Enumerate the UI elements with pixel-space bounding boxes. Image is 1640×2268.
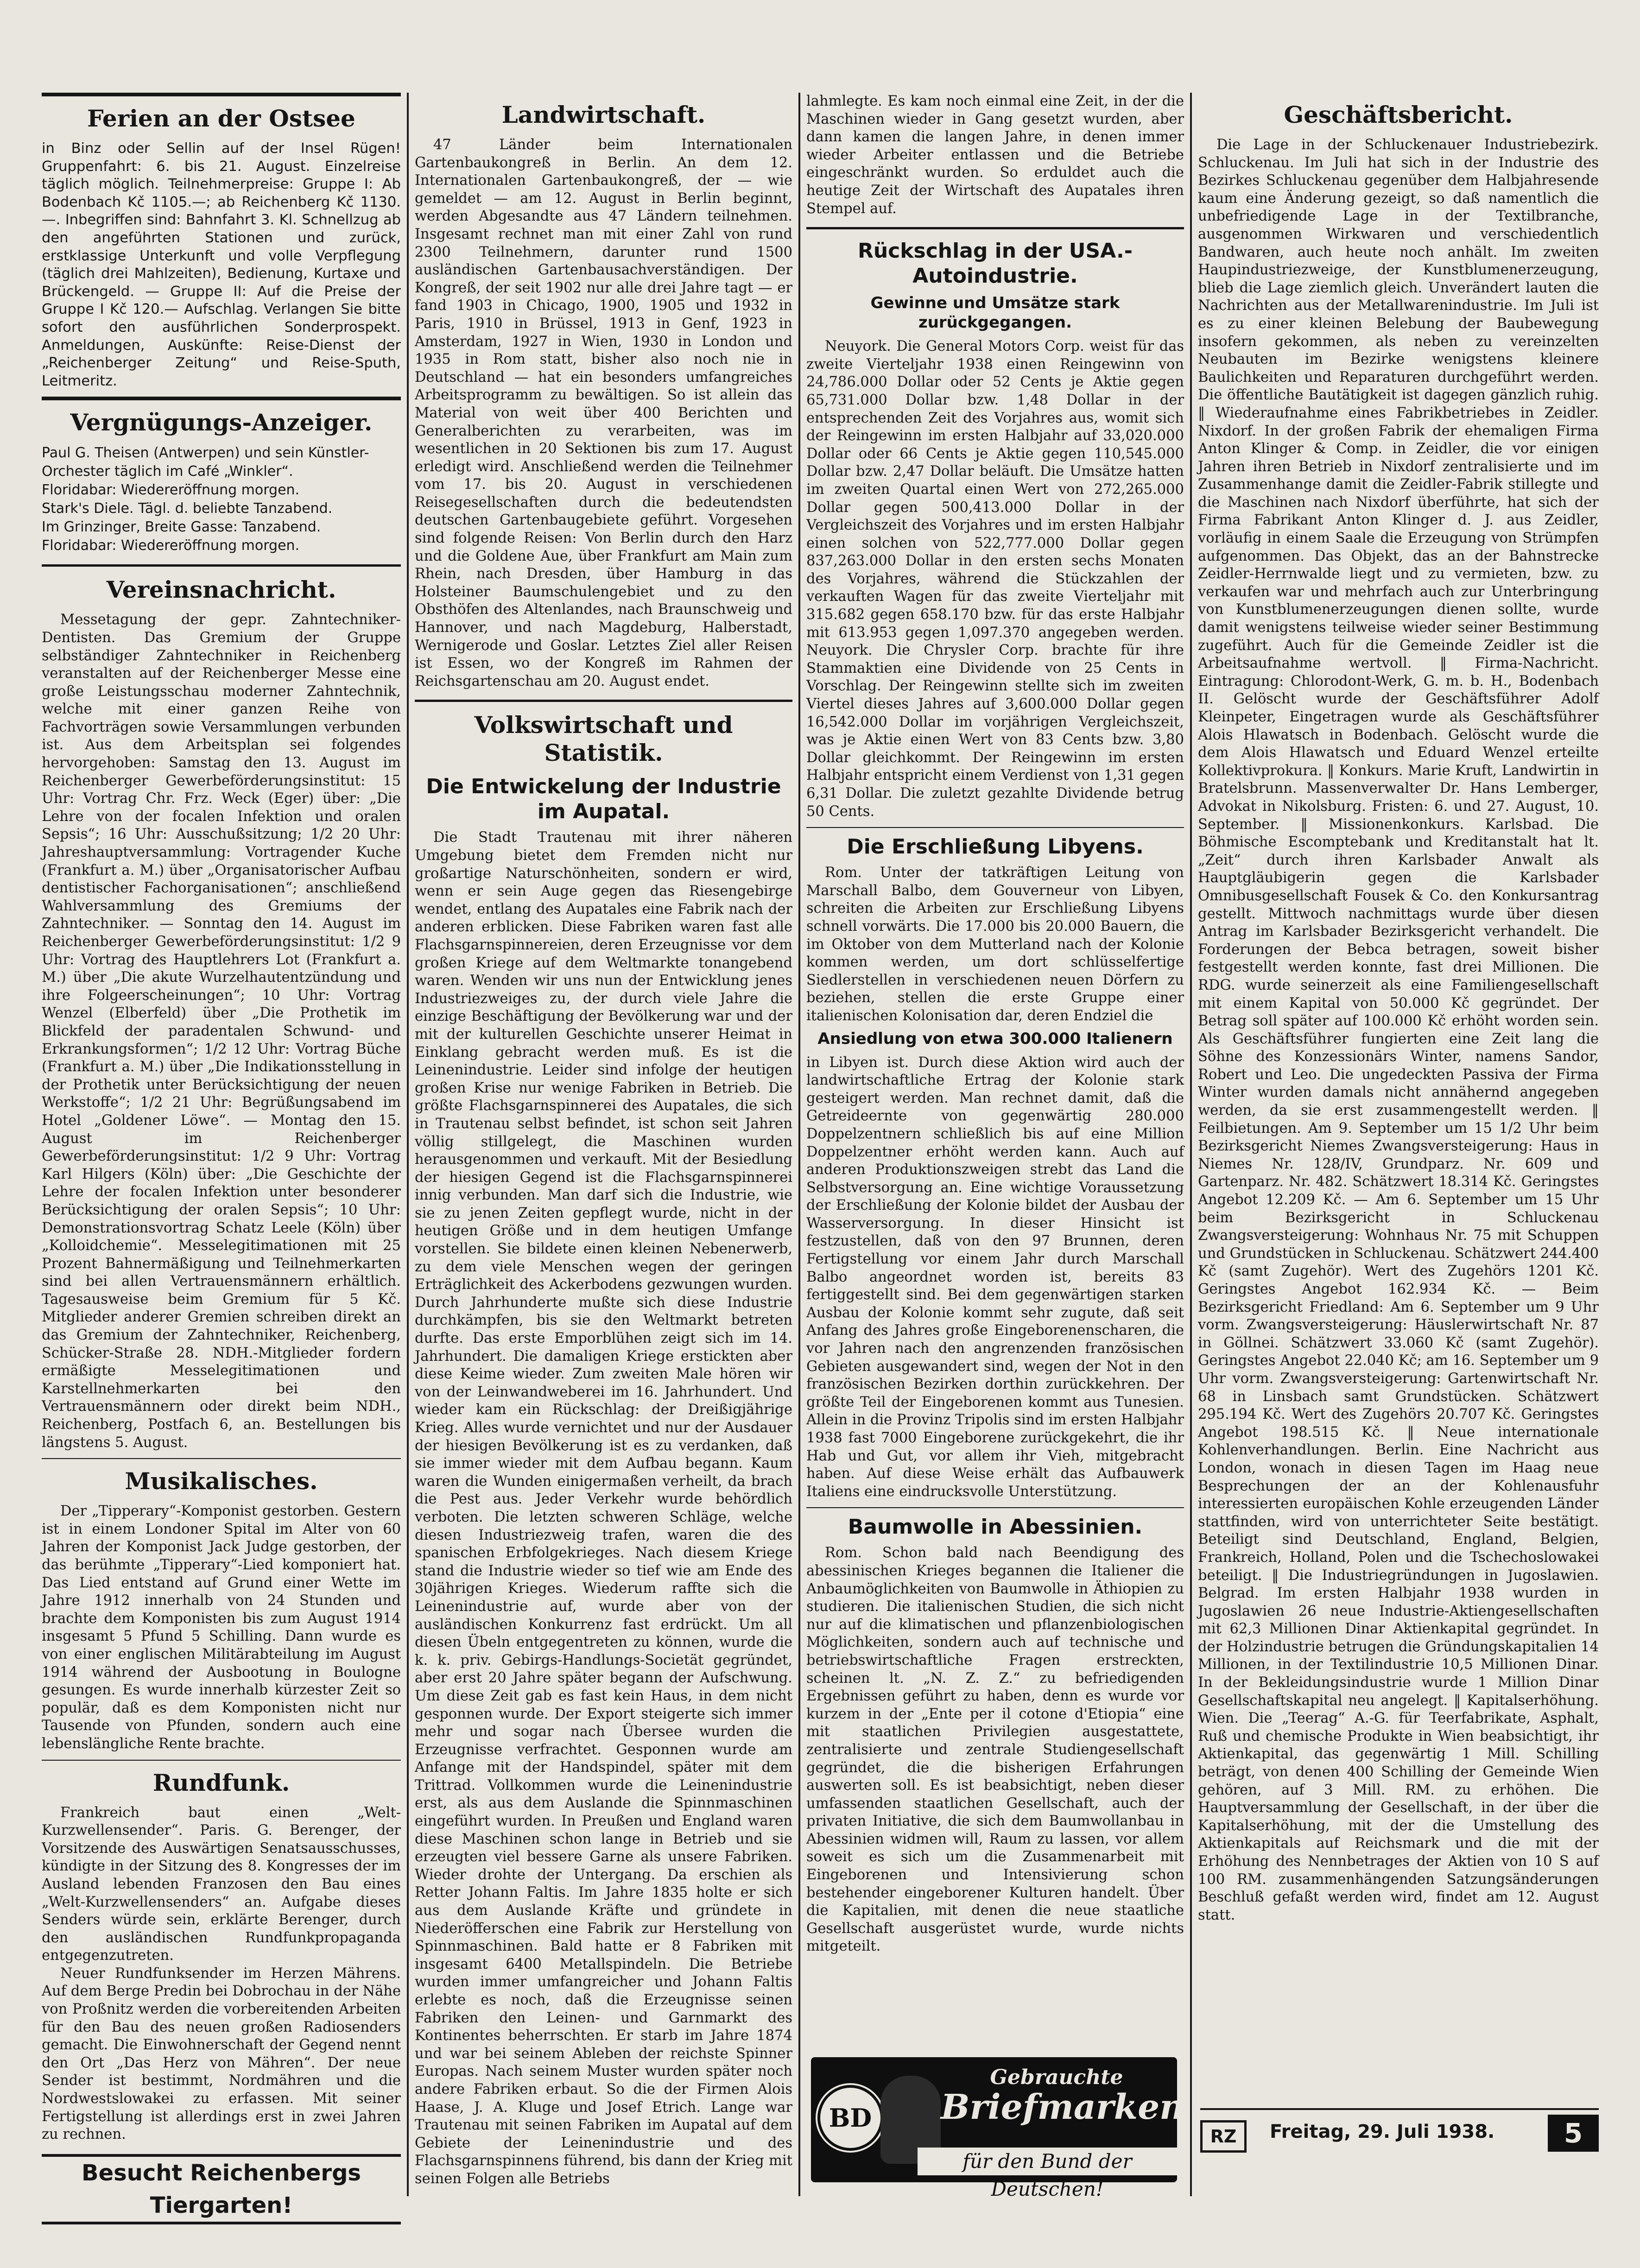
verein-title: Vereinsnachricht. <box>106 576 336 604</box>
column-4 <box>1198 93 1599 2099</box>
briefmarken-ad <box>811 2057 1184 2200</box>
divider <box>806 827 1184 828</box>
column-rule <box>798 93 800 2196</box>
column-rule <box>1190 93 1192 2196</box>
libyen-text-1: Rom. Unter der tatkräftigen Leitung von Marschall Balbo, dem Gouverneur von Libyen, schreiten die Arbeiten zur Erschließung Libyens schnell vorwärts. Die 17.000 bis 20.000 Bauern, die im Oktober von dem Mutterland nach der Kolonie kommen werden, um dort schlüsselfertige Siedlerstellen in verschiedenen neuen Dörfern zu beziehen, stellen die erste Gruppe einer italienischen Kolonisation dar, deren Endziel die <box>806 865 1184 1024</box>
libyen-text-2: in Libyen ist. Durch diese Aktion wird auch der landwirtschaftliche Ertrag der Kolonie stark gesteigert werden. Man rechnet damit, daß die Getreideernte von gegenwärtig 280.000 Doppelzentnern schließlich bis auf eine Million Doppelzentner erhöht werden kann. Auch auf anderen Produktionszweigen strebt das Land die Selbstversorgung an. Eine wichtige Voraussetzung der Erschließung der Kolonie bildet der Ausbau der Wasserversorgung. In dieser Hinsicht ist festzustellen, daß von den 97 Brunnen, deren Fertigstellung vor einem Jahr durch Marschall Balbo angeordnet worden ist, bereits 83 fertiggestellt sind. Bei dem gegenwärtigen starken Ausbau der Kolonie kommt sehr zugute, daß seit Anfang des Jahres große Eingeborenenscharen, die vor Jahren nach den angrenzenden französischen Gebieten ausgewandert sind, wegen der Not in den französischen Bezirken dorthin zurückkehren. Der größte Teil der Eingeborenen kommt aus Tunesien. Allein in die Provinz Tripolis sind im ersten Halbjahr 1938 fast 7000 Eingeborene zurückgekehrt, die ihr Hab und Gut, vor allem ihr Vieh, mitgebracht haben. Auf diese Weise erhält das Aufbauwerk Italiens eine eindrucksvolle Unterstützung. <box>806 1054 1184 1500</box>
ferien-ad <box>42 93 401 400</box>
verein-text: Messetagung der gepr. Zahntechniker-Dentisten. Das Gremium der Gruppe selbständiger Zahntechniker in Reichenberg veranstalten auf der Reichenberger Messe eine große Leistungsschau moderner Zahntechnik, welche mit einer ganzen Reihe von Fachvorträgen sowie Versammlungen verbunden ist. Aus dem Arbeitsplan sei folgendes hervorgehoben: Samstag den 13. August im Reichenberger Gewerbeförderungsinstitut: 15 Uhr: Vortrag Chr. Frz. Weck (Eger) über: „Die Lehre von der focalen Infektion und oralen Sepsis“; 16 Uhr: Ausschußsitzung; 1/2 20 Uhr: Jahreshauptversammlung: Vortragender Kuche (Frankfurt a. M.) über „Organisatorischer Aufbau dentistischer Fachorganisationen“; anschließend Wahlversammlung des Gremiums der Zahntechniker. — Sonntag den 14. August im Reichenberger Gewerbeförderungsinstitut: 1/2 9 Uhr: Vortrag des Hauptlehrers Lot (Frankfurt a. M.) über „Die akute Wurzelhautentzündung und ihre Folgeerscheinungen“; 10 Uhr: Vortrag Wenzel (Elberfeld) über „Die Prothetik im Blickfeld der paradentalen Schwund- und Erkrankungsformen“; 1/2 12 Uhr: Vortrag Büche (Frankfurt a. M.) über „Die Indikationsstellung in der Prothetik unter Berücksichtigung der neuen Werkstoffe“; 1/2 21 Uhr: Begrüßungsabend im Hotel „Goldener Löwe“. — Montag den 15. August im Reichenberger Gewerbeförderungsinstitut: 1/2 9 Uhr: Vortrag Karl Hilgers (Köln) über: „Die Geschichte der Lehre der focalen Infektion unter besonderer Berücksichtigung der oralen Sepsis“; 10 Uhr: Demonstrationsvortrag Schatz Leele (Köln) über „Kolloidchemie“. Messelegitimationen mit 25 Prozent Bahnermäßigung und Teilnehmerkarten sind bei allen Vertrauensmännern erhältlich. Tagesausweise beim Gremium für 5 Kč. Mitglieder anderer Gremien schreiben direkt an das Gremium der Zahntechniker, Reichenberg, Schücker-Straße 28. NDH.-Mitglieder fordern ermäßigte Messelegitimationen und Karstellnehmerkarten bei den Vertrauensmännern oder direkt beim NDH., Reichenberg, Postfach 6, an. Bestellungen bis längstens 5. August. <box>42 612 401 1451</box>
column-3 <box>806 93 1184 2141</box>
divider <box>806 227 1184 229</box>
landwirtschaft-text: 47 Länder beim Internationalen Gartenbaukongreß in Berlin. An dem 12. Internationalen Gartenbaukongreß, der — wie gemeldet — am 12. August in Berlin beginnt, werden Abgesandte aus 47 Ländern teilnehmen. Insgesamt rechnet man mit einer Zahl von rund 2300 Teilnehmern, darunter rund 1500 ausländischen Gartenbausachverständigen. Der Kongreß, der seit 1902 nur alle drei Jahre tagt — er fand 1903 in Chicago, 1900, 1905 und 1932 in Paris, 1910 in Brüssel, 1913 in Genf, 1923 in Amsterdam, 1927 in Wien, 1930 in London und 1935 in Rom statt, bisher also noch nie in Deutschland — hat ein besonders umfangreiches Arbeitsprogramm zu bewältigen. So ist allein das Material von weit über 400 Berichten und Generalberichten zu verarbeiten, was im wesentlichen in 20 Sektionen bis zum 17. August erledigt wird. Anschließend werden die Teilnehmer vom 17. bis 20. August in verschiedenen Reisegesellschaften durch die bedeutendsten deutschen Gartenbaugebiete geführt. Vorgesehen sind folgende Reisen: Von Berlin durch den Harz und die Goldene Aue, über Frankfurt am Main zum Rhein, nach Dresden, über Hamburg in das Holsteiner Baumschulengebiet und zu den Obsthöfen des Altenlandes, nach Braunschweig und Hannover, und nach Magdeburg, Halberstadt, Wernigerode und Goslar. Letztes Ziel aller Reisen ist Essen, wo der Kongreß im Rahmen der Reichsgartenschau am 20. August endet. <box>415 137 792 689</box>
bd-logo: BD <box>817 2085 883 2151</box>
geschaeftsbericht-title: Geschäftsbericht. <box>1284 101 1513 128</box>
vergnuegung-line: Paul G. Theisen (Antwerpen) und sein Künstler-Orchester täglich im Café „Winkler“. <box>42 445 369 480</box>
page-footer <box>1200 2108 1599 2152</box>
aupatal-continuation: lahmlegte. Es kam noch einmal eine Zeit, in der die Maschinen wieder in Gang gesetzt wurden, aber dann kamen die langen Jahre, in denen immer wieder Arbeiter entlassen und die Betriebe eingeschränkt wurden. So erduldet auch die heutige Zeit der Wirtschaft des Aupatales ihren Stempel auf. <box>806 93 1184 217</box>
usa-text: Neuyork. Die General Motors Corp. weist für das zweite Vierteljahr 1938 einen Reingewinn von 24,786.000 Dollar oder 52 Cents je Aktie gegen 65,731.000 Dollar bzw. 1,48 Dollar in der entsprechenden Zeit des Vorjahres aus, womit sich der Reingewinn im ersten Halbjahr auf 33,020.000 Dollar oder 66 Cents je Aktie gegen 110,545.000 Dollar bzw. 2,47 Dollar beläuft. Die Umsätze hatten im zweiten Quartal einen Wert von 272,265.000 Dollar gegen 500,413.000 Dollar in der Vergleichszeit des Vorjahres und im ersten Halbjahr einen solchen von 522,777.000 Dollar gegen 837,263.000 Dollar in den ersten sechs Monaten des Vorjahres, während die Stückzahlen der verkauften Wagen für das zweite Vierteljahr mit 315.682 gegen 658.170 bzw. für das erste Halbjahr mit 613.953 gegen 1,097.370 angegeben werden. Neuyork. Die Chrysler Corp. brachte für ihre Stammaktien eine Dividende von 25 Cents in Vorschlag. Der Reingewinn stellte sich im zweiten Viertel dieses Jahres auf 3,600.000 Dollar gegen 16,542.000 Dollar im vorjährigen Vergleichszeit, was je Aktie einen Wert von 83 Cents bzw. 3,80 Dollar gleichkommt. Der Reingewinn im ersten Halbjahr entspricht einem Verdienst von 1,31 gegen 6,31 Dollar. Die zuletzt gezahlte Dividende betrug 50 Cents. <box>806 338 1184 820</box>
libyen-headline: Die Erschließung Libyens. <box>847 835 1144 859</box>
geschaeftsbericht-text: Die Lage in der Schluckenauer Industriebezirk. Schluckenau. Im Juli hat sich in der Industrie des Bezirkes Schluckenau gegenüber dem Halbjahresende kaum eine Änderung gezeigt, so daß namentlich die unbefriedigende Lage in der Textilbranche, ausgenommen Wirkwaren und verschiedentlich Bandwaren, auch heute noch anhält. Im zweiten Haupindustriezweige, der Kunstblumenerzeugung, blieb die Lage ziemlich gleich. Unverändert lauten die Nachrichten aus der Metallwarenindustrie. Im Juli ist es zu einer kleinen Belebung der Baubewegung insofern gekommen, als neben zu vereinzelten Neubauten im Bezirke wenigstens kleinere Baulichkeiten und Reparaturen durchgeführt werden. Die öffentliche Bautätigkeit ist dagegen gänzlich ruhig. ‖ Wiederaufnahme eines Fabrikbetriebes in Zeidler. Nixdorf. In der großen Fabrik der ehemaligen Firma Anton Klinger & Comp. in Zeidler, die vor einigen Jahren ihren Betrieb in Nixdorf zentralisierte und im Zusammenhange damit die Zeidler-Fabrik stillegte und die Maschinen nach Nixdorf überführte, hat sich der Firma Fabrikant Anton Klinger d. J. aus Zeidler, vorläufig in einem Saale die Erzeugung von Strümpfen aufgenommen. Das Objekt, das an der Bahnstrecke Zeidler-Herrnwalde liegt und zu vermieten, bzw. zu verkaufen war und mehrfach auch zur Unterbringung von Kunstblumenerzeugungen dienen sollte, wurde damit wenigstens teilweise wieder seiner Bestimmung zugeführt. Auch für die Gemeinde Zeidler ist die Arbeitsaufnahme wertvoll. ‖ Firma-Nachricht. Eintragung: Chlorodont-Werk, G. m. b. H., Bodenbach II. Gelöscht wurde der Geschäftsführer Adolf Kleinpeter, Eingetragen wurde als Geschäftsführer Alois Hlawatsch in Bodenbach. Gelöscht wurde die dem Alois Hlawatsch und Eduard Wenzel erteilte Kollektivprokura. ‖ Konkurs. Marie Kruft, Landwirtin in Bratelsbrunn. Massenverwalter Dr. Hans Lemberger, Advokat in Nikolsburg. Fristen: 6. und 27. August, 10. September. ‖ Missionenkonkurs. Karlsbad. Die Böhmische Escomptebank und Kreditanstalt hat lt. „Zeit“ durch ihren Karlsbader Anwalt als Hauptgläubigerin gegen die Karlsbader Omnibusgesellschaft Fousek & Co. den Konkursantrag gestellt. Mittwoch nachmittags wurde über diesen Antrag im Karlsbader Bezirksgericht verhandelt. Die Forderungen der Bebca betragen, soweit bisher festgestellt werden konnte, fast drei Millionen. Die RDG. wurde seinerzeit als eine Familiengesellschaft mit einem Kapital von 50.000 Kč gegründet. Der Betrag soll später auf 100.000 Kč erhöht worden sein. Als Geschäftsführer fungierten eine Zeit lang die Söhne des Konzessionärs Winter, namens Sandor, Robert und Leo. Die ungedeckten Passiva der Firma Winter wurden damals nicht annähernd angegeben werden, da sie erst zusammengestellt werden. ‖ Feilbietungen. Am 9. September um 15 1/2 Uhr beim Bezirksgericht Niemes Zwangsversteigerung: Haus in Niemes Nr. 128/IV, Grundparz. Nr. 609 und Gartenparz. Nr. 482. Schätzwert 18.314 Kč. Geringstes Angebot 12.209 Kč. — Am 6. September um 15 Uhr beim Bezirksgericht in Schluckenau Zwangsversteigerung: Wohnhaus Nr. 75 mit Schuppen und Grundstücken in Schluckenau. Schätzwert 244.400 Kč (samt Zugehör). Wert des Zugehörs 1201 Kč. Geringstes Angebot 162.934 Kč. — Beim Bezirksgericht Friedland: Am 6. September um 9 Uhr vorm. Zwangsversteigerung: Häuslerwirtschaft Nr. 87 in Göllnei. Schätzwert 33.060 Kč (samt Zugehör). Geringstes Angebot 22.040 Kč; am 16. September um 9 Uhr vorm. Zwangsversteigerung: Gartenwirtschaft Nr. 68 in Linsbach samt Grundstücken. Schätzwert 295.194 Kč. Wert des Zugehörs 20.707 Kč. Geringstes Angebot 198.515 Kč. ‖ Neue internationale Kohlenverhandlungen. Berlin. Eine Nachricht aus London, wonach in diesen Tagen im Haag neue Besprechungen der an der Kohlenausfuhr interessierten europäischen Kohle erzeugenden Länder stattfinden, wird von unterrichteter Seite bestätigt. Beteiligt sind Deutschland, England, Belgien, Frankreich, Holland, Polen und die Tschechoslowakei beteiligt. ‖ Die Industriegründungen in Jugoslawien. Belgrad. Im ersten Halbjahr 1938 wurden in Jugoslawien 26 neue Industrie-Aktiengesellschaften mit 62,3 Millionen Dinar Aktienkapital gegründet. In der Holzindustrie betrugen die Gründungskapitalien 14 Millionen, in der Textilindustrie 10,5 Millionen Dinar. In der Bekleidungsindustrie wurde 1 Million Dinar Gesellschaftskapital neu angelegt. ‖ Kapitalserhöhung. Wien. Die „Teerag“ A.-G. für Teerfabrikate, Asphalt, Ruß und chemische Produkte in Wien beabsichtigt, ihr Aktienkapital, das gegenwärtig 1 Mill. Schilling beträgt, von denen 400 Schilling der Gemeinde Wien gehören, auf 3 Mill. RM. zu erhöhen. Die Hauptversammlung der Gesellschaft, in der über die Kapitalserhöhung, mit der die Umstellung des Aktienkapitals auf Reichsmark und die mit der Erhöhung des Nennbetrages der Aktien von 10 S auf 100 RM. zusammenhängenden Satzungsänderungen Beschluß gefaßt werden wird, findet am 12. August statt. <box>1198 137 1599 1923</box>
issue-date: Freitag, 29. Juli 1938. <box>1270 2121 1495 2142</box>
tiergarten-banner: Besucht Reichenbergs Tiergarten! <box>42 2154 401 2224</box>
vergnuegung-line: Floridabar: Wiedereröffnung morgen. <box>42 482 300 499</box>
aupatal-headline: Die Entwickelung der Industrie im Aupatal. <box>426 775 781 824</box>
vergnuegung-line: Stark's Diele. Tägl. d. beliebte Tanzabend. <box>42 500 333 517</box>
musik-text: Der „Tipperary“-Komponist gestorben. Gestern ist in einem Londoner Spital im Alter von 60 Jahren der Komponist Jack Judge gestorben, der das berühmte „Tipperary“-Lied komponiert hat. Das Lied entstand auf Grund einer Wette im Jahre 1912 innerhalb von 24 Stunden und brachte dem Komponisten bis zum August 1914 insgesamt 5 Pfund 5 Schilling. Dann wurde es von einer englischen Militärabteilung im August 1914 während der Ausbootung in Boulogne gesungen. Es wurde innerhalb kürzester Zeit so populär, daß es dem Komponisten nicht nur Tausende von Pfunden, sondern auch eine lebenslängliche Rente brachte. <box>42 1503 401 1752</box>
divider <box>806 1507 1184 1508</box>
rundfunk-title: Rundfunk. <box>152 1769 290 1796</box>
rundfunk-text-1: Frankreich baut einen „Welt-Kurzwellensender“. Paris. G. Berenger, der Vorsitzende des Auswärtigen Senatsausschusses, kündigte in der Sitzung des 8. Kongresses der im Ausland lebenden Franzosen den Bau eines „Welt-Kurzwellensenders“ an. Aufgabe dieses Senders würde sein, erklärte Berenger, durch den ausländischen Rundfunkpropaganda entgegenzutreten. <box>42 1804 401 1964</box>
volkswirtschaft-title: Volkswirtschaft und Statistik. <box>474 711 733 767</box>
libyen-subheadline: Ansiedlung von etwa 300.000 Italienern <box>817 1029 1173 1048</box>
ad-band: für den Bund der Deutschen! <box>918 2148 1177 2175</box>
baumwolle-headline: Baumwolle in Abessinien. <box>848 1515 1143 1539</box>
page-number: 5 <box>1548 2115 1599 2152</box>
ferien-title: Ferien an der Ostsee <box>87 105 355 132</box>
rz-logo: RZ <box>1200 2120 1247 2153</box>
vergnuegung-line: Im Grinzinger, Breite Gasse: Tanzabend. <box>42 519 321 536</box>
vergnuegung-title: Vergnügungs-Anzeiger. <box>70 409 373 436</box>
rundfunk-text-2: Neuer Rundfunksender im Herzen Mährens. Auf dem Berge Predin bei Dobrochau in der Nähe von Proßnitz werden die vorbereitenden Arbeiten für den Bau des neuen großen Radiosenders gemacht. Die Einwohnerschaft der Gegend nennt den Ort „Das Herz von Mähren“. Der neue Sender ist bestimmt, Nordmähren und die Nordwestslowakei zu erfassen. Mit seiner Fertigstellung ist allerdings erst in zwei Jahren zu rechnen. <box>42 1965 401 2143</box>
baumwolle-text: Rom. Schon bald nach Beendigung des abessinischen Krieges begannen die Italiener die Anbaumöglichkeiten von Baumwolle in Äthiopien zu studieren. Die italienischen Studien, die sich nicht nur auf die klimatischen und pflanzenbiologischen Möglichkeiten, sondern auch auf technische und betriebswirtschaftliche Fragen erstreckten, scheinen lt. „N. Z. Z.“ zu befriedigenden Ergebnissen geführt zu haben, denn es wurde vor kurzem in der „Ente per il cotone d'Etiopia“ eine mit staatlichen Privilegien ausgestattete, zentralisierte und zentrale Studiengesellschaft gegründet, die die bisherigen Erfahrungen auswerten soll. Es ist beabsichtigt, neben dieser umfassenden staatlichen Gesellschaft, auch der privaten Initiative, die sich dem Baumwollanbau in Abessinien widmen will, Raum zu lassen, vor allem soweit es sich um die Zusammenarbeit mit Eingeborenen und Intensivierung schon bestehender eingeborener Kulturen handelt. Über die Kapitalien, mit denen die neue staatliche Gesellschaft ausgerüstet wurde, wurde nichts mitgeteilt. <box>806 1545 1184 1955</box>
usa-subheadline: Gewinne und Umsätze stark zurückgegangen. <box>870 294 1120 332</box>
divider <box>42 1760 401 1761</box>
ad-script-line-1: Gebrauchte <box>990 2066 1123 2089</box>
column-2 <box>415 93 792 2196</box>
vergnuegung-line: Floridabar: Wiedereröffnung morgen. <box>42 537 300 554</box>
ferien-text: in Binz oder Sellin auf der Insel Rügen! Gruppenfahrt: 6. bis 21. August. Einzelreise täglich möglich. Teilnehmerpreise: Gruppe I: Ab Bodenbach Kč 1105.—; ab Reichenberg Kč 1130.—. Inbegriffen sind: Bahnfahrt 3. Kl. Schnellzug ab den angeführten Stationen und zurück, erstklassige Unterkunft und volle Verpflegung (täglich drei Mahlzeiten), Bedienung, Kurtaxe und Brückengeld. — Gruppe II: Auf die Preise der Gruppe I Kč 120.— Aufschlag. Verlangen Sie bitte sofort den ausführlichen Sonderprospekt. Anmeldungen, Auskünfte: Reise-Dienst der „Reichenberger Zeitung“ und Reise-Sputh, Leitmeritz. <box>42 140 401 389</box>
divider <box>415 700 792 702</box>
ad-script-line-2: Briefmarken <box>941 2087 1184 2128</box>
musik-title: Musikalisches. <box>125 1467 318 1495</box>
landwirtschaft-title: Landwirtschaft. <box>501 101 706 128</box>
usa-headline: Rückschlag in der USA.-Autoindustrie. <box>857 239 1133 288</box>
column-1 <box>42 93 401 2218</box>
divider <box>42 564 401 567</box>
aupatal-text: Die Stadt Trautenau mit ihrer näheren Umgebung bietet dem Fremden nicht nur großartige Naturschönheiten, sondern er wird, wenn er sein Auge gegen das Riesengebirge wendet, entlang des Aupatales eine Fabrik nach der anderen erblicken. Diese Fabriken waren fast alle Flachsgarnspinnereien, deren Erzeugnisse vor dem großen Kriege auf dem Weltmarkte tonangebend waren. Wenden wir uns nun der Entwicklung jenes Industriezweiges zu, der durch viele Jahre die einzige Beschäftigung der Bevölkerung war und der mit der kulturellen Geschichte unserer Heimat in Einklang gebracht werden muß. Es ist die Leinenindustrie. Leider sind infolge der heutigen großen Krise nur wenige Fabriken in Betrieb. Die größte Flachsgarnspinnerei des Aupatales, die sich in Trautenau selbst befindet, ist schon seit Jahren völlig stillgelegt, die Maschinen wurden herausgenommen und verkauft. Mit der Besiedlung der hiesigen Gegend ist die Flachsgarnspinnerei innig verbunden. Man darf sich die Industrie, wie sie zu jenen Zeiten gepflegt wurde, nicht in der heutigen Größe und in dem heutigen Umfange vorstellen. Sie bildete einen kleinen Nebenerwerb, zu dem viele Menschen wegen der geringen Erträglichkeit des Ackerbodens gezwungen wurden. Durch Jahrhunderte mußte sich diese Industrie durchkämpfen, bis sie den Weltmarkt betreten durfte. Das erste Emporblühen zeigt sich im 14. Jahrhundert. Die damaligen Kriege erstickten aber diese Keime wieder. Zum zweiten Male hören wir von der Leinwandweberei im 16. Jahrhundert. Und wieder kam ein Rückschlag: der Dreißigjährige Krieg. Alles wurde vernichtet und nur der Ausdauer der hiesigen Bevölkerung ist es zu verdanken, daß sie immer wieder mit dem Aufbau begann. Kaum waren die Wunden einigermaßen verheilt, da brach die Pest aus. Jeder Verkehr wurde behördlich verboten. Die letzten schweren Schläge, welche diesen Industriezweig trafen, waren die des spanischen Erbfolgekrieges. Nach diesem Kriege stand die Industrie wieder so tief wie am Ende des 30jährigen Krieges. Wiederum raffte sich die Leinenindustrie auf, wurde aber von der ausländischen Konkurrenz fast erdrückt. Um all diesen Übeln entgegentreten zu können, wurde die k. k. priv. Gebirgs-Handlungs-Societät gegründet, aber erst 20 Jahre später begann der Aufschwung. Um diese Zeit gab es fast kein Haus, in dem nicht gesponnen wurde. Der Export steigerte sich immer mehr und sogar nach Übersee wurden die Erzeugnisse verfrachtet. Gesponnen wurde am Anfange mit der Handspindel, später mit dem Trittrad. Vollkommen wurde die Leinenindustrie erst, als aus dem Auslande die Spinnmaschinen eingeführt wurden. In Preußen und England waren diese Maschinen schon lange in Betrieb und sie erzeugten viel bessere Garne als unsere Fabriken. Wieder drohte der Untergang. Da erschien als Retter Johann Faltis. Im Jahre 1835 holte er sich aus dem Auslande Kräfte und gründete in Niederöfferschen eine Fabrik zur Herstellung von Spinnmaschinen. Bald hatte er 8 Fabriken mit insgesamt 6400 Metallspindeln. Die Betriebe wurden immer umfangreicher und Johann Faltis erlebte es noch, daß die Erzeugnisse seinen Fabriken den Leinen- und Garnmarkt des Kontinentes beherrschten. Er starb im Jahre 1874 und war bei seinem Ableben der reichste Spinner Europas. Nach seinem Muster wurden später noch andere Fabriken erbaut. So die der Firmen Alois Haase, J. A. Kluge und Josef Etrich. Lange war Trautenau mit seinen Fabriken im Aupatal auf dem Gebiete der Leinenindustrie und des Flachsgarnspinnens führend, bis dann der Krieg mit seinen Folgen alle Betriebs <box>415 829 792 2187</box>
column-rule <box>407 93 409 2196</box>
ad-script <box>941 2066 1184 2128</box>
divider <box>42 1458 401 1459</box>
